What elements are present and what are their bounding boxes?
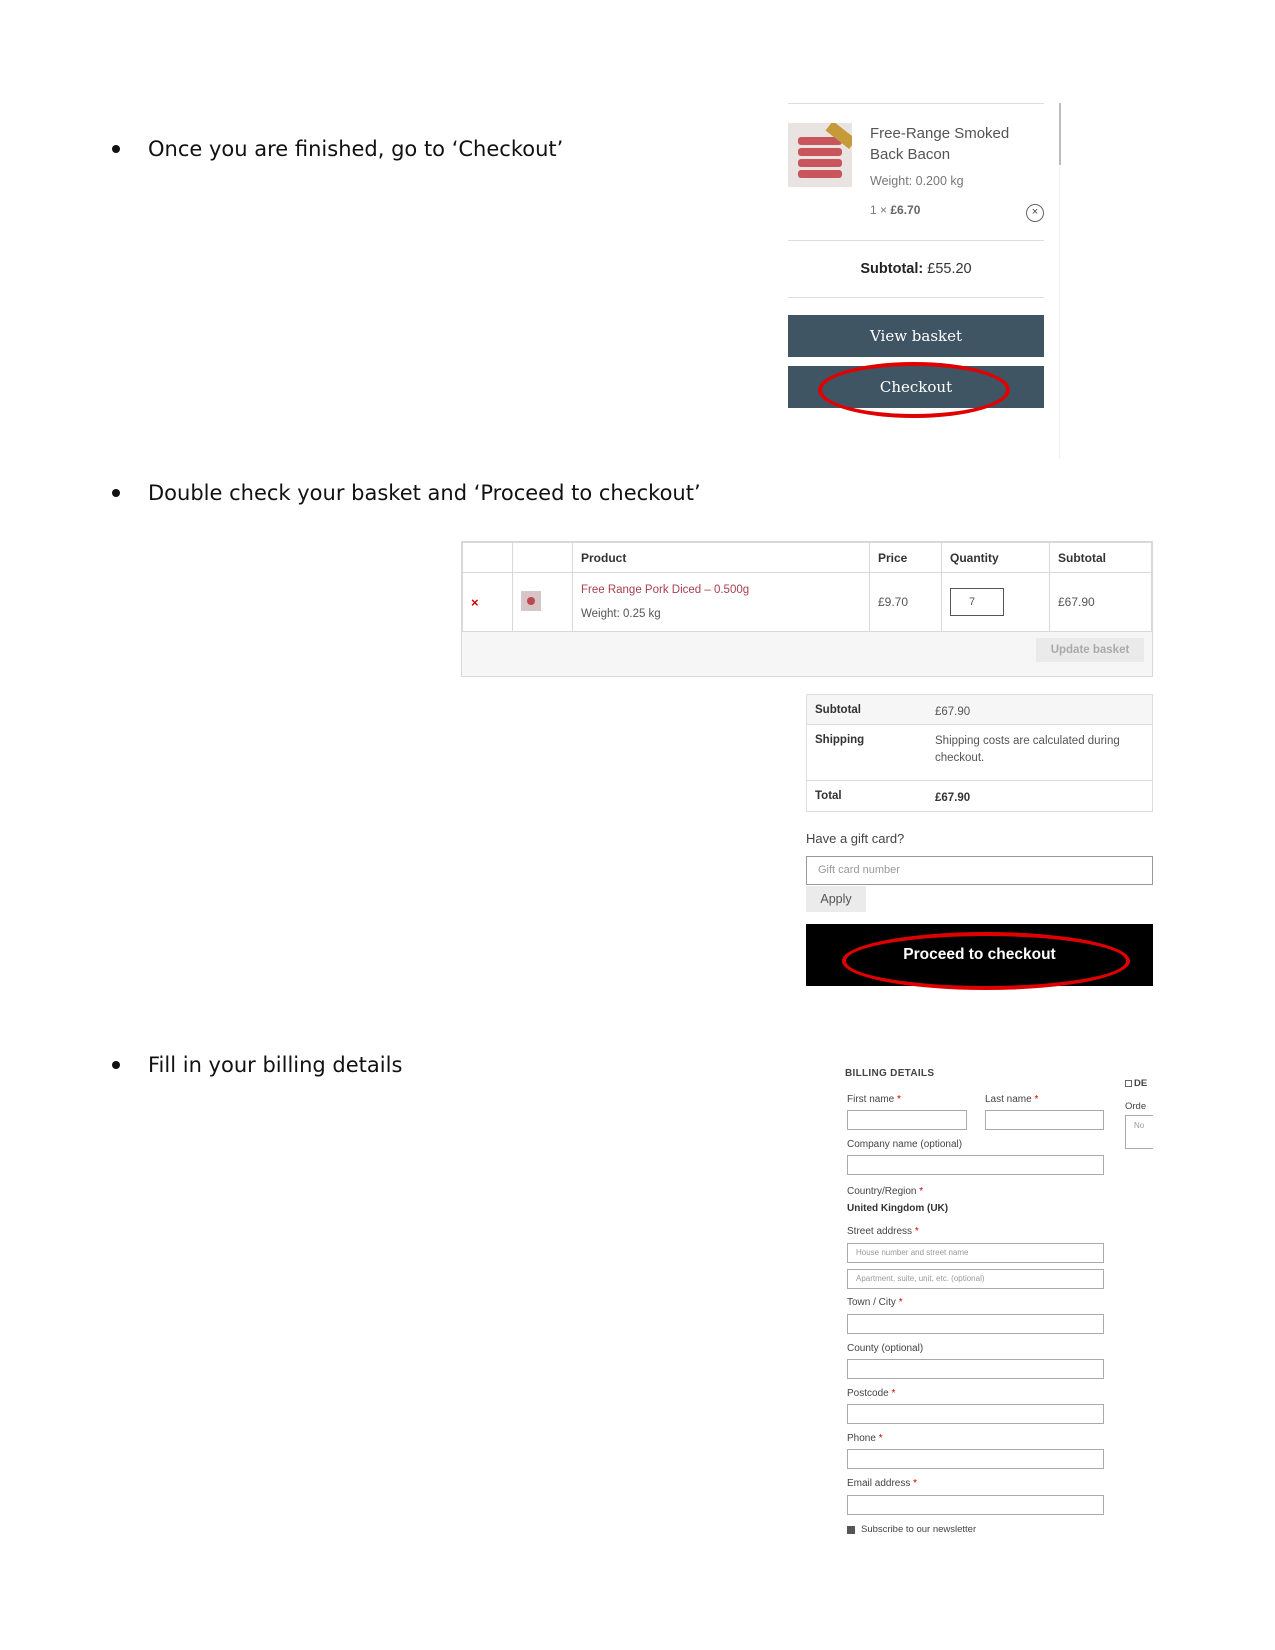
bullet-icon [112,1061,120,1069]
apartment-input[interactable]: Apartment, suite, unit, etc. (optional) [847,1269,1104,1289]
header-subtotal: Subtotal [1050,543,1152,573]
product-thumbnail[interactable] [788,123,852,187]
country-label: Country/Region * [847,1186,924,1197]
mini-cart [788,103,1060,459]
remove-item-icon[interactable]: × [471,594,479,610]
quantity-prefix: 1 × [870,203,891,217]
checkout-button[interactable]: Checkout [788,366,1044,408]
cart-totals [806,694,1153,812]
county-label: County (optional) [847,1343,924,1354]
checkbox-icon[interactable] [1125,1080,1132,1087]
phone-input[interactable] [847,1449,1104,1469]
basket-table-panel [461,541,1153,677]
product-thumbnail[interactable] [521,591,541,611]
totals-shipping-label: Shipping [815,734,865,746]
gift-card-input[interactable]: Gift card number [806,856,1153,885]
divider [788,240,1044,241]
mini-cart-product-weight: Weight: 0.200 kg [870,174,964,188]
header-product: Product [573,543,870,573]
last-name-input[interactable] [985,1110,1104,1130]
totals-shipping-row [807,725,1152,781]
town-label: Town / City * [847,1297,903,1308]
subtotal-label: Subtotal: [860,261,924,277]
phone-label: Phone * [847,1433,883,1444]
table-header-row [463,543,1152,573]
company-label: Company name (optional) [847,1139,963,1150]
totals-subtotal-row [807,695,1152,725]
county-input[interactable] [847,1359,1104,1379]
remove-item-icon[interactable]: × [1026,204,1044,222]
mini-cart-product-name[interactable]: Free-Range Smoked Back Bacon [870,125,1010,163]
divider [788,103,1044,104]
totals-shipping-value: Shipping costs are calculated during checkout. [935,735,1120,764]
product-subtotal: £67.90 [1050,573,1152,632]
step-1 [112,137,563,161]
table-row [463,573,1152,632]
header-remove [463,543,513,573]
first-name-label: First name * [847,1094,901,1105]
divider [1059,165,1060,459]
step-3-text: Fill in your billing details [148,1053,403,1077]
update-basket-button[interactable]: Update basket [1036,638,1144,662]
mini-cart-quantity-price [870,203,920,217]
product-price: £9.70 [870,573,942,632]
postcode-input[interactable] [847,1404,1104,1424]
order-notes-label: Orde [1125,1101,1147,1112]
subtotal-value: £55.20 [927,261,972,277]
street-input[interactable]: House number and street name [847,1243,1104,1263]
last-name-label: Last name * [985,1094,1039,1105]
gift-card-question: Have a gift card? [806,831,905,846]
town-input[interactable] [847,1314,1104,1334]
header-thumbnail [513,543,573,573]
step-2 [112,481,701,505]
newsletter-label: Subscribe to our newsletter [861,1524,977,1535]
checkbox-checked-icon[interactable] [847,1526,855,1534]
ship-different-label: DE [1134,1078,1148,1089]
email-input[interactable] [847,1495,1104,1515]
totals-total-row [807,781,1152,811]
billing-title: BILLING DETAILS [845,1068,935,1079]
ship-different-checkbox[interactable] [1125,1078,1147,1089]
totals-subtotal-label: Subtotal [815,704,861,716]
email-label: Email address * [847,1478,918,1489]
totals-total-value: £67.90 [935,792,971,804]
bullet-icon [112,489,120,497]
view-basket-button[interactable]: View basket [788,315,1044,357]
apply-gift-card-button[interactable]: Apply [806,886,866,912]
company-input[interactable] [847,1155,1104,1175]
divider [788,297,1044,298]
scrollbar[interactable] [1059,103,1061,165]
mini-cart-price: £6.70 [890,203,921,217]
header-price: Price [870,543,942,573]
street-label: Street address * [847,1226,919,1237]
header-quantity: Quantity [942,543,1050,573]
order-notes-input[interactable]: No [1125,1115,1153,1149]
country-value: United Kingdom (UK) [847,1203,949,1214]
mini-cart-subtotal [788,261,1044,277]
postcode-label: Postcode * [847,1388,896,1399]
step-2-text: Double check your basket and ‘Proceed to checkout’ [148,481,701,505]
basket-table [462,542,1152,632]
first-name-input[interactable] [847,1110,967,1130]
step-1-text: Once you are finished, go to ‘Checkout’ [148,137,564,161]
product-weight: Weight: 0.25 kg [581,608,661,620]
quantity-input[interactable]: 7 [950,588,1004,616]
step-3 [112,1053,402,1077]
product-link[interactable]: Free Range Pork Diced – 0.500g [581,584,750,596]
ship-to-different-address-partial [1125,1078,1153,1168]
bullet-icon [112,145,120,153]
totals-total-label: Total [815,790,842,802]
totals-subtotal-value: £67.90 [935,706,971,718]
billing-form [845,1068,1155,1548]
proceed-to-checkout-button[interactable]: Proceed to checkout [806,924,1153,986]
newsletter-checkbox[interactable] [847,1524,976,1535]
